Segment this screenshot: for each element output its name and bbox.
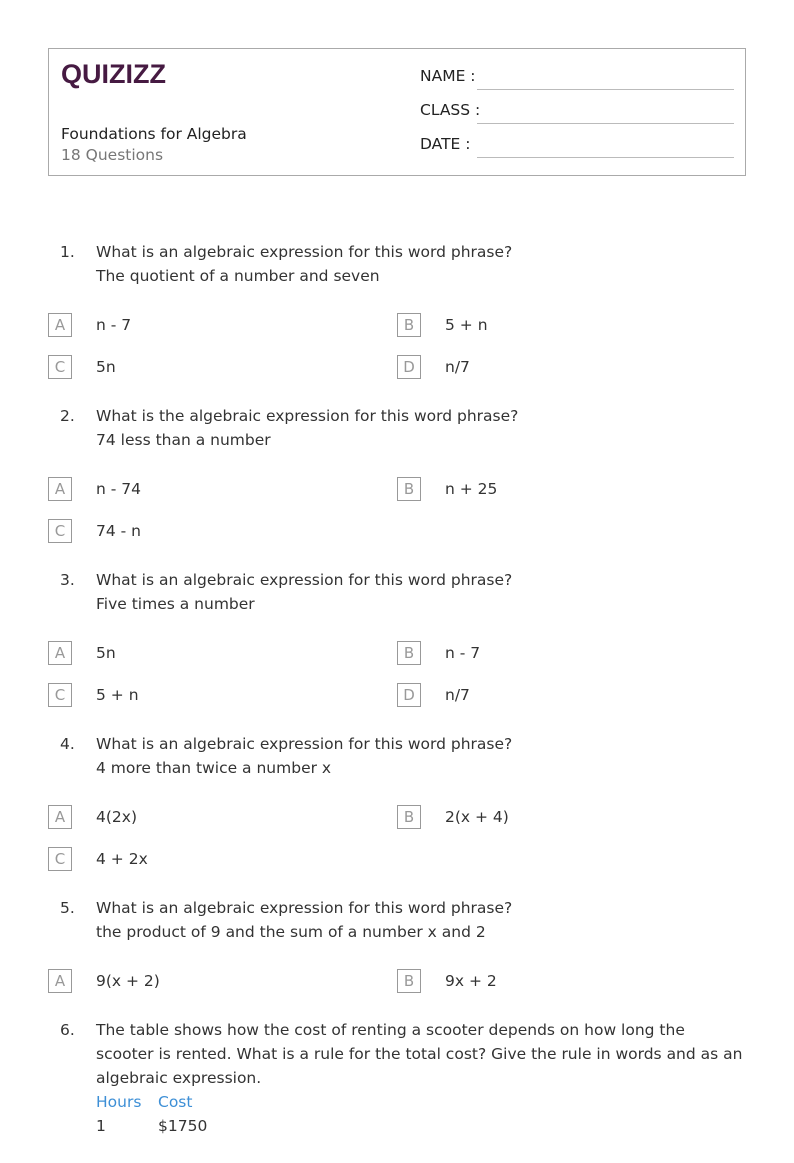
option[interactable] xyxy=(397,805,746,829)
option-text: 4(2x) xyxy=(96,808,137,826)
class-line xyxy=(477,123,734,124)
question-number: 2. xyxy=(60,407,75,425)
option[interactable] xyxy=(397,313,746,337)
option[interactable] xyxy=(48,477,397,501)
class-field[interactable] xyxy=(420,101,734,125)
option-text: n/7 xyxy=(445,358,470,376)
question-line: What is an algebraic expression for this word phrase? xyxy=(96,899,513,917)
question-text xyxy=(48,896,746,944)
date-field[interactable] xyxy=(420,135,734,159)
question-line: The quotient of a number and seven xyxy=(96,267,380,285)
worksheet-title: Foundations for Algebra xyxy=(61,125,247,143)
question-number: 1. xyxy=(60,243,75,261)
table-cell-cost: $1750 xyxy=(158,1117,208,1135)
question xyxy=(48,732,746,871)
question-text xyxy=(48,732,746,780)
options xyxy=(48,477,746,543)
question-text xyxy=(48,568,746,616)
question xyxy=(48,404,746,543)
option-letter-box: B xyxy=(397,805,421,829)
option-text: 2(x + 4) xyxy=(445,808,509,826)
question-number: 4. xyxy=(60,735,75,753)
option[interactable] xyxy=(397,641,746,665)
options xyxy=(48,805,746,871)
option-letter-box: A xyxy=(48,641,72,665)
question xyxy=(48,240,746,379)
question xyxy=(48,1018,746,1138)
question xyxy=(48,568,746,707)
option[interactable] xyxy=(48,847,397,871)
option[interactable] xyxy=(48,313,397,337)
option-text: 4 + 2x xyxy=(96,850,148,868)
option[interactable] xyxy=(48,519,397,543)
question-text xyxy=(48,1018,746,1138)
name-field[interactable] xyxy=(420,67,734,91)
quizizz-logo: QUIZIZZ xyxy=(61,59,166,89)
option[interactable] xyxy=(397,355,746,379)
option-letter-box: B xyxy=(397,477,421,501)
option-text: 5 + n xyxy=(96,686,139,704)
question-line: the product of 9 and the sum of a number x and 2 xyxy=(96,923,486,941)
table-row xyxy=(96,1114,746,1138)
option[interactable] xyxy=(48,355,397,379)
option-letter-box: A xyxy=(48,969,72,993)
date-line xyxy=(477,157,734,158)
option-text: 5 + n xyxy=(445,316,488,334)
option[interactable] xyxy=(48,969,397,993)
question-line: What is an algebraic expression for this word phrase? xyxy=(96,243,513,261)
table-cell-hours: 1 xyxy=(96,1117,106,1135)
option[interactable] xyxy=(397,969,746,993)
table-header-hours: Hours xyxy=(96,1093,142,1111)
question-count: 18 Questions xyxy=(61,146,164,164)
question-number: 3. xyxy=(60,571,75,589)
question-line: The table shows how the cost of renting a scooter depends on how long the scooter is rented. What is a rule for the total cost? Give the rule in words and as an algebraic expression. xyxy=(96,1021,743,1087)
question-line: What is an algebraic expression for this word phrase? xyxy=(96,571,513,589)
question-line: 4 more than twice a number x xyxy=(96,759,332,777)
option[interactable] xyxy=(48,805,397,829)
option[interactable] xyxy=(48,683,397,707)
option[interactable] xyxy=(397,683,746,707)
option-text: 5n xyxy=(96,358,116,376)
option-text: 9x + 2 xyxy=(445,972,497,990)
option-text: n + 25 xyxy=(445,480,498,498)
class-label: CLASS : xyxy=(420,101,481,119)
question xyxy=(48,896,746,993)
option-letter-box: C xyxy=(48,847,72,871)
table-header-cost: Cost xyxy=(158,1093,193,1111)
option-text: 74 - n xyxy=(96,522,141,540)
options xyxy=(48,969,746,993)
question-text xyxy=(48,404,746,452)
question-line: Five times a number xyxy=(96,595,255,613)
option-letter-box: B xyxy=(397,313,421,337)
question-line: What is an algebraic expression for this word phrase? xyxy=(96,735,513,753)
option-letter-box: C xyxy=(48,683,72,707)
option-letter-box: D xyxy=(397,355,421,379)
option-text: n/7 xyxy=(445,686,470,704)
option[interactable] xyxy=(48,641,397,665)
option[interactable] xyxy=(397,477,746,501)
option-letter-box: B xyxy=(397,641,421,665)
worksheet-header xyxy=(48,48,746,176)
option-letter-box: A xyxy=(48,477,72,501)
option-text: 5n xyxy=(96,644,116,662)
date-label: DATE : xyxy=(420,135,471,153)
option-letter-box: D xyxy=(397,683,421,707)
question-number: 5. xyxy=(60,899,75,917)
option-letter-box: A xyxy=(48,313,72,337)
option-letter-box: C xyxy=(48,355,72,379)
option-text: n - 7 xyxy=(96,316,132,334)
option-text: n - 7 xyxy=(445,644,481,662)
question-list xyxy=(48,240,746,1163)
name-line xyxy=(477,89,734,90)
question-line: 74 less than a number xyxy=(96,431,271,449)
question-number: 6. xyxy=(60,1021,75,1039)
option-letter-box: C xyxy=(48,519,72,543)
option-text: n - 74 xyxy=(96,480,141,498)
option-letter-box: B xyxy=(397,969,421,993)
options xyxy=(48,313,746,379)
question-line: What is the algebraic expression for this word phrase? xyxy=(96,407,519,425)
name-label: NAME : xyxy=(420,67,476,85)
option-text: 9(x + 2) xyxy=(96,972,160,990)
options xyxy=(48,641,746,707)
question-text xyxy=(48,240,746,288)
table-header xyxy=(96,1090,746,1114)
option-letter-box: A xyxy=(48,805,72,829)
